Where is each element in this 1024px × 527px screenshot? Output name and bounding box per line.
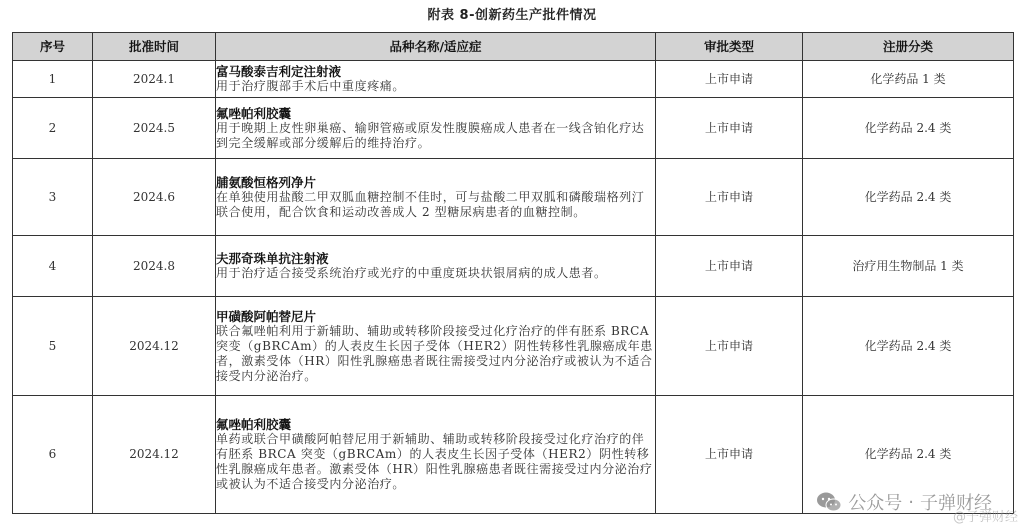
watermark-name: 子弹财经 bbox=[920, 493, 992, 514]
row-category: 化学药品 2.4 类 bbox=[803, 98, 1014, 159]
table-row bbox=[13, 236, 1014, 297]
row-approval-type: 上市申请 bbox=[656, 297, 803, 396]
table-row bbox=[13, 159, 1014, 236]
drug-name: 脯氨酸恒格列净片 bbox=[216, 174, 317, 190]
table-row bbox=[13, 396, 1014, 514]
row-no: 2 bbox=[13, 98, 93, 159]
row-date: 2024.8 bbox=[93, 236, 216, 297]
approval-table bbox=[12, 32, 1014, 514]
row-date: 2024.6 bbox=[93, 159, 216, 236]
table-title: 附表 8-创新药生产批件情况 bbox=[427, 8, 597, 23]
row-approval-type: 上市申请 bbox=[656, 236, 803, 297]
watermark-account: 公众号 bbox=[848, 493, 903, 514]
header-category: 注册分类 bbox=[803, 33, 1014, 61]
indication-text: 单药或联合甲磺酸阿帕替尼用于新辅助、辅助或转移阶段接受过化疗治疗的伴有胚系 BRCA 突变（gBRCAm）的人表皮生长因子受体（HER2）阴性转移性乳腺癌成年患者。激素受体（HR）阳性乳腺癌患者既往需接受过内分泌治疗或被认为不适合接受内分泌治疗。 bbox=[216, 432, 653, 491]
row-name-cell bbox=[216, 236, 656, 297]
drug-name: 富马酸泰吉利定注射液 bbox=[216, 64, 342, 79]
drug-name: 甲磺酸阿帕替尼片 bbox=[216, 308, 317, 324]
row-category: 化学药品 2.4 类 bbox=[803, 159, 1014, 236]
row-name-cell bbox=[216, 98, 656, 159]
drug-name: 氟唑帕利胶囊 bbox=[216, 105, 292, 121]
row-no: 1 bbox=[13, 61, 93, 98]
row-category: 化学药品 2.4 类 bbox=[803, 297, 1014, 396]
row-name-cell bbox=[216, 297, 656, 396]
row-approval-type: 上市申请 bbox=[656, 159, 803, 236]
header-name: 品种名称/适应症 bbox=[216, 33, 656, 61]
header-date: 批准时间 bbox=[93, 33, 216, 61]
row-name-cell bbox=[216, 396, 656, 514]
row-no: 3 bbox=[13, 159, 93, 236]
row-no: 4 bbox=[13, 236, 93, 297]
row-date: 2024.5 bbox=[93, 98, 216, 159]
row-date: 2024.12 bbox=[93, 297, 216, 396]
table-row bbox=[13, 98, 1014, 159]
row-category: 化学药品 2.4 类 bbox=[803, 396, 1014, 514]
row-approval-type: 上市申请 bbox=[656, 61, 803, 98]
indication-text: 用于晚期上皮性卵巢癌、输卵管癌或原发性腹膜癌成人患者在一线含铂化疗达到完全缓解或部分缓解后的维持治疗。 bbox=[216, 120, 645, 150]
header-row bbox=[13, 33, 1014, 61]
header-no: 序号 bbox=[13, 33, 93, 61]
row-date: 2024.12 bbox=[93, 396, 216, 514]
row-name-cell bbox=[216, 159, 656, 236]
drug-name: 氟唑帕利胶囊 bbox=[216, 417, 292, 432]
row-approval-type: 上市申请 bbox=[656, 396, 803, 514]
indication-text: 在单独使用盐酸二甲双胍血糖控制不佳时，可与盐酸二甲双胍和磷酸瑞格列汀联合使用，配合饮食和运动改善成人 2 型糖尿病患者的血糖控制。 bbox=[216, 189, 645, 219]
row-category: 化学药品 1 类 bbox=[803, 61, 1014, 98]
table-row bbox=[13, 61, 1014, 98]
row-no: 6 bbox=[13, 396, 93, 514]
row-category: 治疗用生物制品 1 类 bbox=[803, 236, 1014, 297]
table-row bbox=[13, 297, 1014, 396]
row-approval-type: 上市申请 bbox=[656, 98, 803, 159]
header-type: 审批类型 bbox=[656, 33, 803, 61]
row-no: 5 bbox=[13, 297, 93, 396]
row-name-cell bbox=[216, 61, 656, 98]
indication-text: 用于治疗适合接受系统治疗或光疗的中重度斑块状银屑病的成人患者。 bbox=[216, 266, 607, 280]
corner-watermark: @子弹财经 bbox=[952, 510, 1018, 525]
indication-text: 联合氟唑帕利用于新辅助、辅助或转移阶段接受过化疗治疗的伴有胚系 BRCA 突变（gBRCAm）的人表皮生长因子受体（HER2）阴性转移性乳腺癌成年患者，激素受体（HR）阳性乳腺癌患者既往需接受过内分泌治疗或被认为不适合接受内分泌治疗。 bbox=[216, 323, 653, 383]
drug-name: 夫那奇珠单抗注射液 bbox=[216, 251, 329, 266]
indication-text: 用于治疗腹部手术后中重度疼痛。 bbox=[216, 79, 406, 93]
watermark-separator: · bbox=[908, 491, 914, 513]
row-date: 2024.1 bbox=[93, 61, 216, 98]
